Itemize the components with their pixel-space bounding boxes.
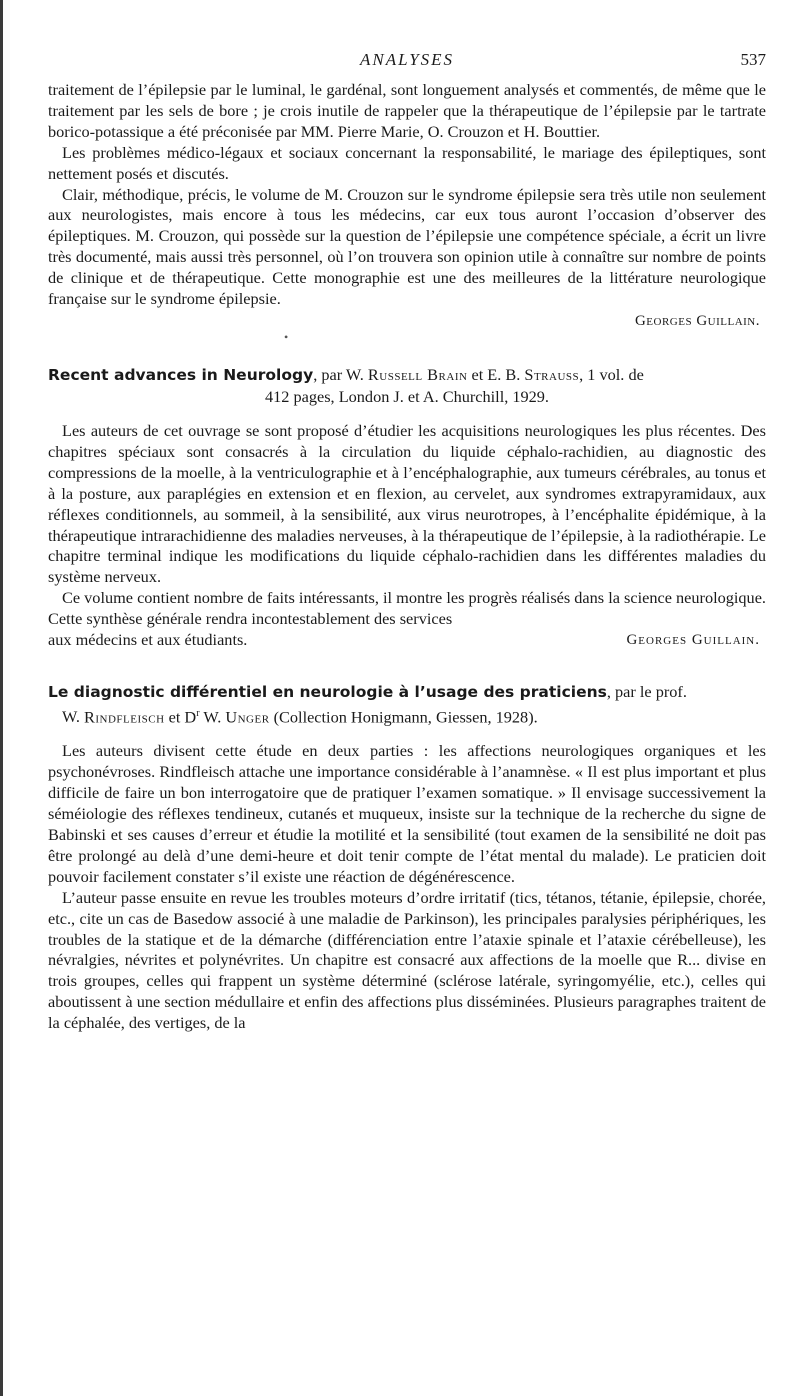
entry-heading: Recent advances in Neurology, par W. Russell Brain et E. B. Strauss, 1 vol. de 412 pages, London J. et A. Churchill, 1929.	[48, 364, 766, 407]
book-title: Le diagnostic différentiel en neurologie à l’usage des praticiens	[48, 682, 607, 701]
author-name: Russell Brain	[367, 364, 468, 384]
review-recent-advances	[48, 364, 766, 651]
book-title: Recent advances in Neurology	[48, 365, 314, 384]
author-name: Rindfleisch	[84, 707, 165, 727]
paragraph: Les auteurs de cet ouvrage se sont proposé d’étudier les acquisitions neurologiques les plus récentes. Des chapitres spéciaux sont consacrés à la circulation du liquide céphalo-rachidien, au diagnostic des compressions de la moelle, à la ventriculographie et à l’encéphalographie, aux tumeurs cérébrales, au tonus et à la posture, aux paraplégies en extension et en flexion, au cervelet, aux syndromes extrapyramidaux, aux réflexes conditionnels, au sommeil, à la sensibilité, aux virus neurotropes, à l’encéphalite épidémique, à la thérapeutique intrarachidienne des maladies nerveuses, à la thérapeutique de l’épilepsie, à la radiothérapie. Le chapitre terminal indique les modifications du liquide céphalo-rachidien dans les différentes maladies du système nerveux.	[48, 420, 766, 587]
closing-line: aux médecins et aux étudiants. Georges Guillain.	[48, 630, 766, 651]
paragraph: Clair, méthodique, précis, le volume de M. Crouzon sur le syndrome épilepsie sera très utile non seulement aux neurologistes, mais encore à tous les médecins, car eux tous auront l’occasion d’observer des épileptiques. M. Crouzon, qui possède sur la question de l’épilepsie une compétence spéciale, a écrit un livre très documenté, mais aussi très personnel, où l’on trouvera son opinion utile à connaître sur nombre de points de clinique et de thérapeutique. Cette monographie est une des meilleures de la littérature neurologique française sur le syndrome épilepsie.	[48, 184, 766, 309]
running-head	[48, 50, 766, 80]
author-name: Strauss	[524, 364, 580, 384]
running-title: ANALYSES	[359, 50, 455, 69]
review-crouzon-continuation	[48, 80, 766, 342]
page-number: 537	[740, 50, 766, 69]
paragraph: L’auteur passe ensuite en revue les troubles moteurs d’ordre irritatif (tics, tétanos, tétanie, épilepsie, chorée, etc., cite un cas de Basedow associé à une maladie de Parkinson), les principales paralysies périphériques, les troubles de la statique et de la démarche (différenciation entre l’ataxie spinale et l’ataxie cérébelleuse), les névralgies, névrites et polynévrites. Un chapitre est consacré aux affections de la moelle que R... divise en trois groupes, celles qui frappent un système déterminé (sclérose latérale, syringomyélie, etc.), celles qui aboutissent à une section médullaire et enfin des affections plus disséminées. Plusieurs paragraphes traitent de la céphalée, des vertiges, de la	[48, 887, 766, 1033]
publication-details: (Collection Honigmann, Giessen, 1928).	[269, 707, 538, 727]
paragraph: Les auteurs divisent cette étude en deux parties : les affections neurologiques organiques et les psychonévroses. Rindfleisch attache une importance considérable à l’anamnèse. « Il est plus important et plus difficile de faire un bon interrogatoire que de pratiquer l’examen somatique. » Il envisage successivement la séméiologie des réflexes tendineux, cutanés et muqueux, insiste sur la technique de la recherche du signe de Babinski et ses causes d’erreur et étudie la motilité et la sensibilité (tout examen de la sensibilité ne doit pas être prolongé au delà d’une demi-heure et doit tenir compte de l’état mental du malade). Le praticien doit pouvoir facilement constater s’il existe une réaction de dégénérescence.	[48, 741, 766, 886]
publication-details: 412 pages, London J. et A. Churchill, 1929.	[265, 386, 549, 406]
signature: Georges Guillain.	[626, 632, 760, 649]
entry-heading: Le diagnostic différentiel en neurologie à l’usage des praticiens, par le prof. W. Rindfleisch et $D^r$ W. Unger (Collection Honigmann, Giessen, 1928).	[48, 681, 687, 727]
paragraph: Les problèmes médico-légaux et sociaux concernant la responsabilité, le mariage des épileptiques, sont nettement posés et discutés.	[48, 142, 766, 183]
author-name: Unger	[225, 707, 270, 727]
paragraph: Ce volume contient nombre de faits intéressants, il montre les progrès réalisés dans la science neurologique. Cette synthèse générale rendra incontestablement des services	[48, 588, 766, 629]
review-diagnostic-differentiel	[48, 681, 766, 1034]
signature: Georges Guillain.	[634, 312, 760, 329]
ornament-dot: •	[284, 329, 289, 344]
page-edge-shadow	[0, 0, 3, 1396]
page	[48, 0, 766, 1034]
paragraph: traitement de l’épilepsie par le luminal, le gardénal, sont longuement analysés et commentés, de même que le traitement par les sels de bore ; je crois inutile de rappeler que la thérapeutique de l’épilepsie par le tartrate borico-potassique a été préconisée par MM. Pierre Marie, O. Crouzon et H. Bouttier.	[48, 80, 766, 141]
